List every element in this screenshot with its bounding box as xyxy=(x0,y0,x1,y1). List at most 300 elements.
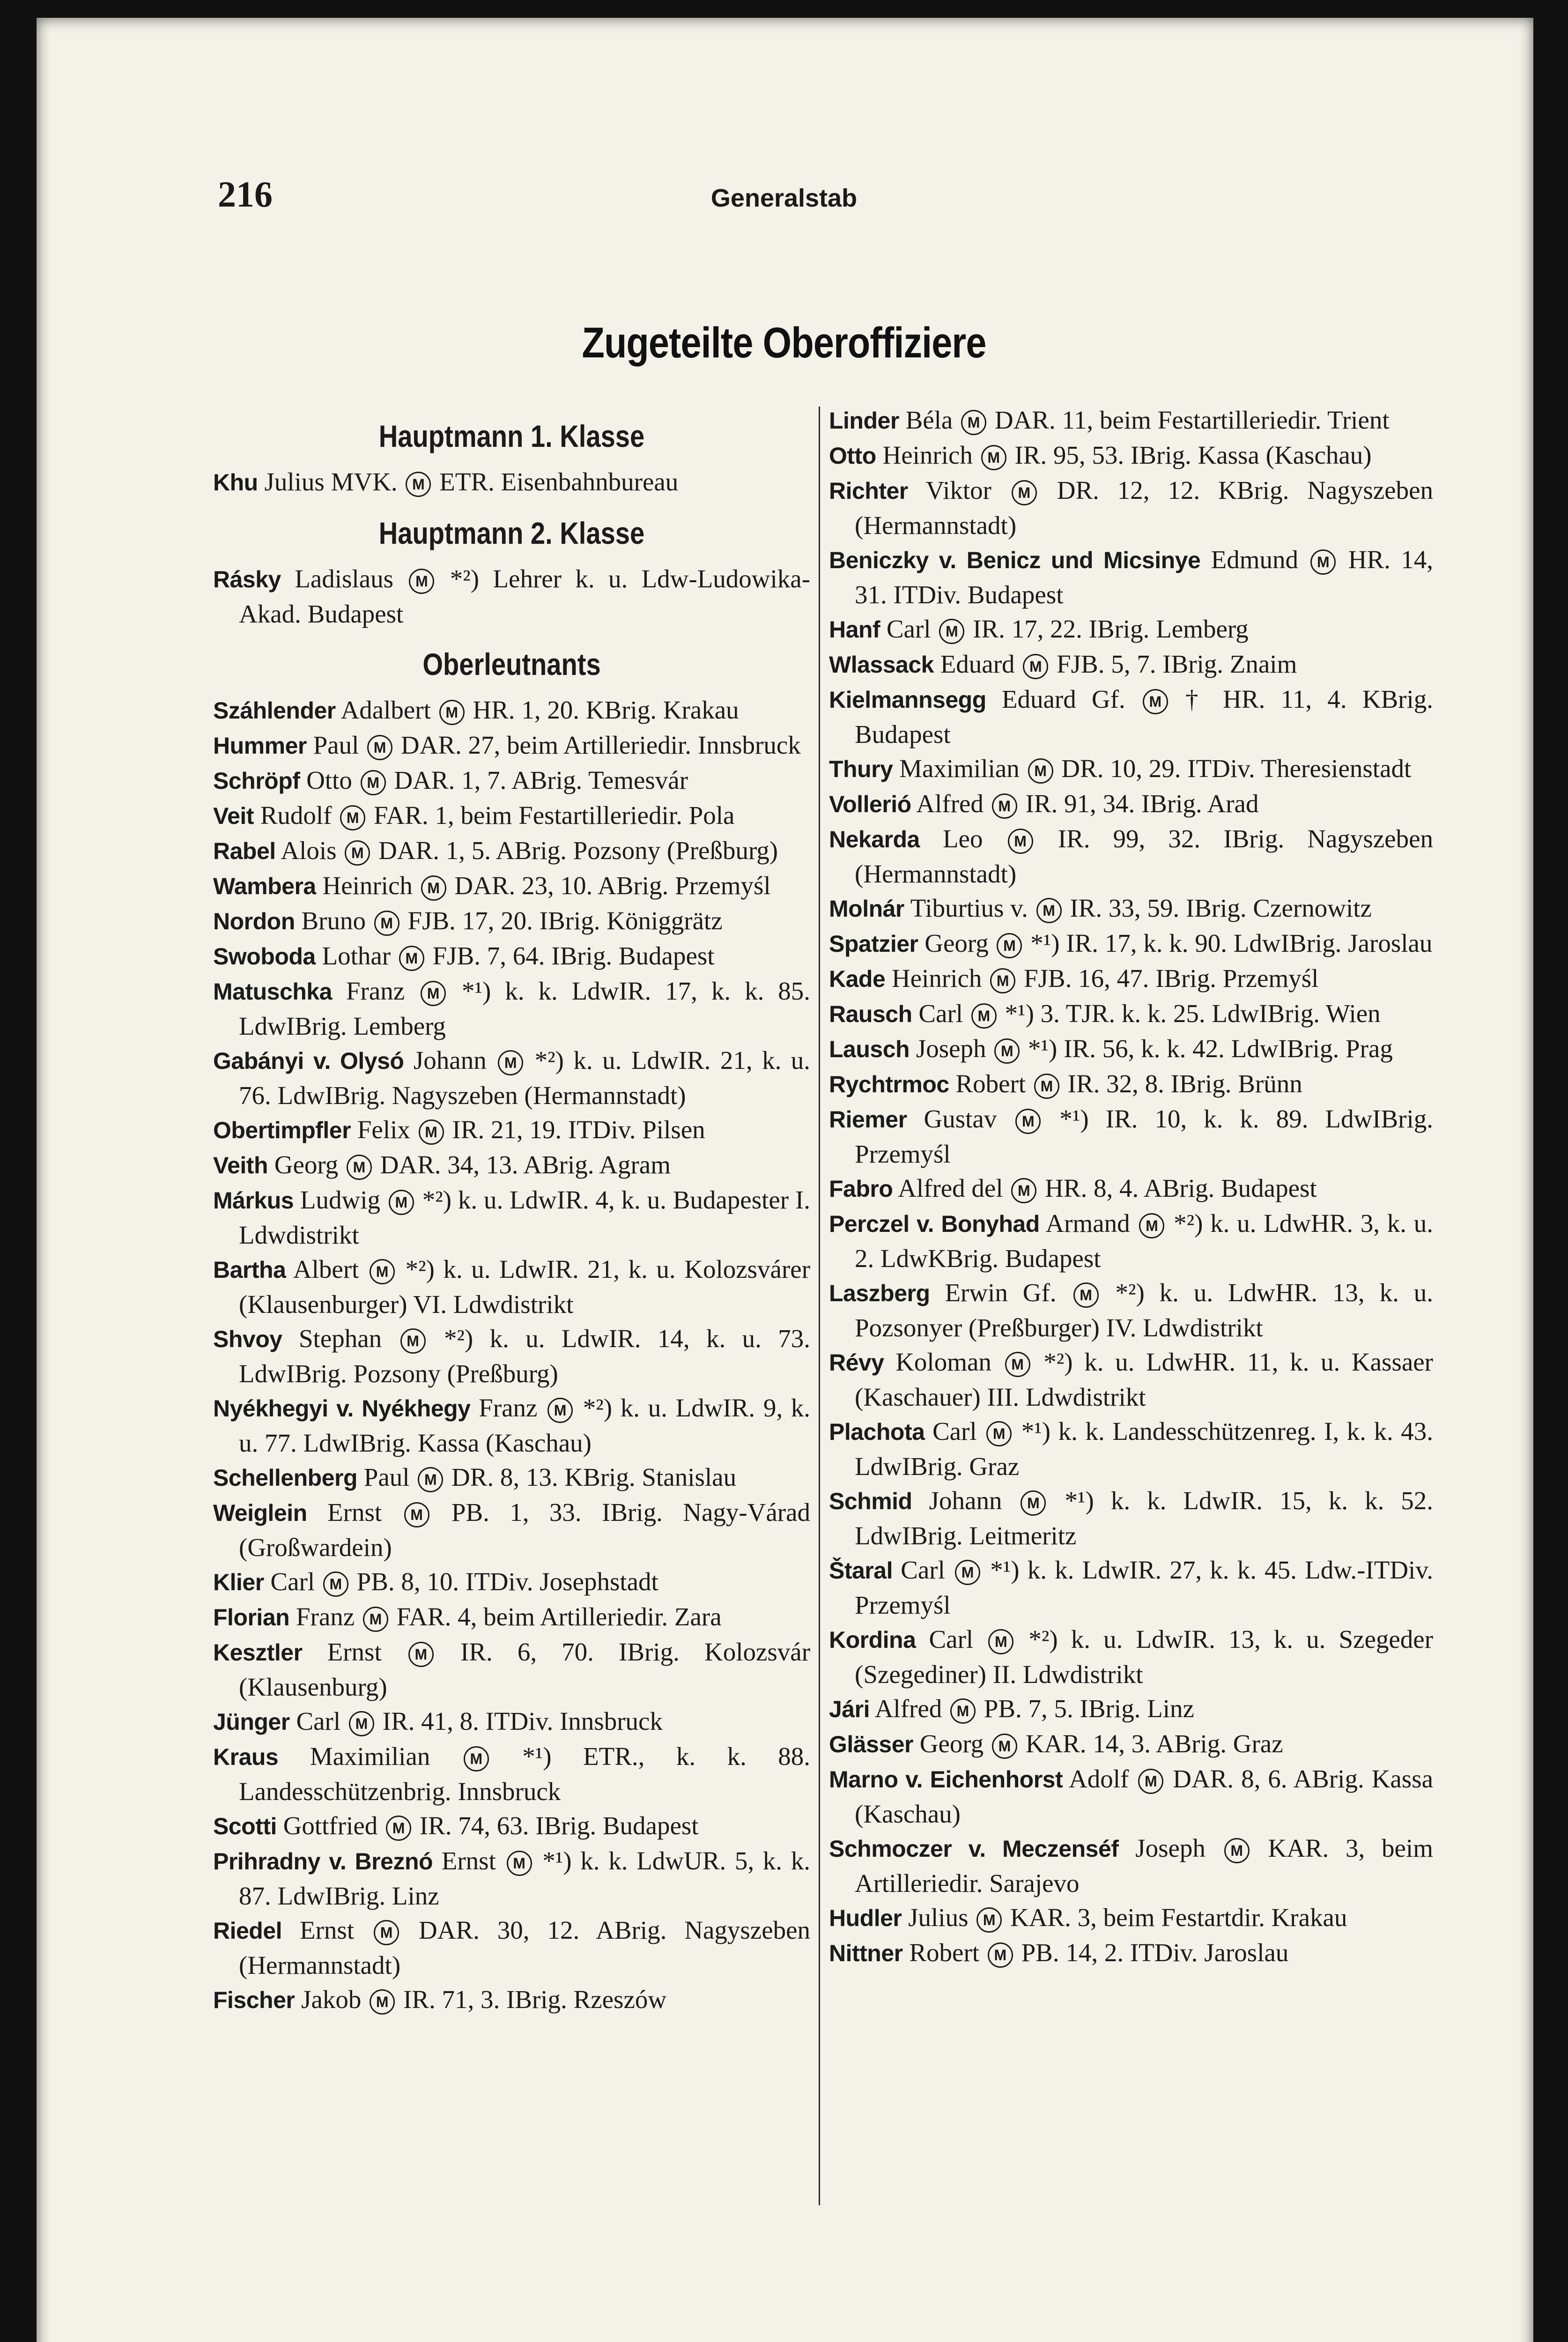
given-name: Georg xyxy=(274,1150,339,1179)
list-item xyxy=(829,1553,1433,1622)
military-merit-badge: M xyxy=(345,840,370,866)
military-merit-badge: M xyxy=(374,1920,399,1945)
assignment-text: *²) Lehrer k. u. Ldw-Ludowika-Akad. Budapest xyxy=(239,564,811,628)
right-column xyxy=(829,403,1433,1971)
assignment-text: *¹) k. k. LdwIR. 27, k. k. 45. Ldw.-ITDiv. Przemyśl xyxy=(855,1556,1433,1619)
military-merit-badge: M xyxy=(347,1155,372,1180)
list-item xyxy=(829,438,1433,473)
list-item xyxy=(213,1183,810,1252)
section-heading-hauptmann-1: Hauptmann 1. Klasse xyxy=(378,419,645,453)
assignment-text: IR. 95, 53. IBrig. Kassa (Kaschau) xyxy=(1014,441,1372,469)
list-item xyxy=(213,1704,810,1739)
military-merit-badge: M xyxy=(988,1942,1013,1968)
assignment-text: IR. 41, 8. ITDiv. Innsbruck xyxy=(382,1707,663,1735)
officer-surname: Jári xyxy=(829,1696,870,1722)
assignment-text: FJB. 16, 47. IBrig. Przemyśl xyxy=(1023,964,1319,993)
list-item xyxy=(829,473,1433,542)
given-name: Heinrich xyxy=(892,964,982,993)
given-name: Franz xyxy=(479,1393,538,1422)
assignment-text: HR. 14, 31. ITDiv. Budapest xyxy=(855,545,1433,609)
given-name: Franz xyxy=(296,1602,355,1631)
military-merit-badge: M xyxy=(1005,1352,1030,1377)
assignment-text: *²) k. u. LdwIR. 9, k. u. 77. LdwIBrig. Kassa (Kaschau) xyxy=(239,1393,811,1457)
assignment-text: FJB. 7, 64. IBrig. Budapest xyxy=(432,941,715,970)
list-item xyxy=(213,1739,810,1808)
assignment-text: IR. 32, 8. IBrig. Brünn xyxy=(1067,1069,1302,1098)
assignment-text: PB. 8, 10. ITDiv. Josephstadt xyxy=(356,1567,658,1596)
military-merit-badge: M xyxy=(950,1698,976,1724)
assignment-text: DAR. 1, 5. ABrig. Pozsony (Preßburg) xyxy=(378,836,778,865)
officer-surname: Khu xyxy=(213,469,258,496)
list-item xyxy=(829,1206,1433,1275)
military-merit-badge: M xyxy=(955,1560,980,1585)
officer-surname: Wambera xyxy=(213,873,316,899)
military-merit-badge: M xyxy=(363,1607,388,1632)
military-merit-badge: M xyxy=(1139,1213,1164,1238)
list-item xyxy=(829,1935,1433,1971)
list-item xyxy=(213,1600,810,1635)
military-merit-badge: M xyxy=(419,1119,444,1145)
officer-surname: Thury xyxy=(829,756,893,782)
officer-surname: Glässer xyxy=(829,1731,913,1757)
column-divider xyxy=(819,407,820,2205)
military-merit-badge: M xyxy=(464,1746,489,1771)
military-merit-badge: M xyxy=(386,1816,411,1841)
page-number: 216 xyxy=(218,174,273,215)
given-name: Edmund xyxy=(1211,545,1299,574)
military-merit-badge: M xyxy=(370,1259,395,1284)
given-name: Tiburtius v. xyxy=(910,894,1028,922)
officer-surname: Klier xyxy=(213,1569,264,1595)
assignment-text: *¹) IR. 17, k. k. 90. LdwIBrig. Jaroslau xyxy=(1030,929,1433,957)
given-name: Rudolf xyxy=(260,801,332,830)
officer-surname: Veith xyxy=(213,1152,268,1178)
military-merit-badge: M xyxy=(1138,1769,1163,1794)
military-merit-badge: M xyxy=(1028,758,1053,784)
officer-surname: Weiglein xyxy=(213,1500,307,1526)
list-item xyxy=(829,1691,1433,1727)
given-name: Albert xyxy=(293,1255,359,1283)
assignment-text: FAR. 4, beim Artilleriedir. Zara xyxy=(396,1602,722,1631)
assignment-text: *¹) ETR., k. k. 88. Landesschützenbrig. Innsbruck xyxy=(239,1742,811,1806)
officer-surname: Linder xyxy=(829,408,899,434)
given-name: Ernst xyxy=(327,1498,382,1527)
given-name: Ludwig xyxy=(300,1186,381,1214)
assignment-text: HR. 1, 20. KBrig. Krakau xyxy=(473,696,739,724)
officer-surname: Hudler xyxy=(829,1905,902,1931)
assignment-text: DAR. 1, 7. ABrig. Temesvár xyxy=(394,766,688,794)
assignment-text: *²) k. u. LdwIR. 21, k. u. Kolozsvárer (Klausenburger) VI. Ldwdistrikt xyxy=(239,1255,811,1319)
list-item xyxy=(213,693,810,728)
given-name: Felix xyxy=(357,1115,410,1144)
military-merit-badge: M xyxy=(389,1190,414,1215)
assignment-text: IR. 33, 59. IBrig. Czernowitz xyxy=(1070,894,1372,922)
officer-surname: Révy xyxy=(829,1349,884,1376)
assignment-text: PB. 14, 2. ITDiv. Jaroslau xyxy=(1021,1938,1289,1967)
military-merit-badge: M xyxy=(323,1571,348,1597)
military-merit-badge: M xyxy=(976,1907,1002,1933)
list-item xyxy=(829,1727,1433,1762)
military-merit-badge: M xyxy=(498,1050,523,1075)
military-merit-badge: M xyxy=(361,770,386,795)
given-name: Bruno xyxy=(301,906,366,935)
list-item xyxy=(213,1808,810,1844)
officer-surname: Fischer xyxy=(213,1987,295,2013)
given-name: Armand xyxy=(1045,1209,1130,1238)
given-name: Gottfried xyxy=(283,1811,378,1840)
officer-surname: Obertimpfler xyxy=(213,1117,351,1143)
assignment-text: *¹) k. k. LdwUR. 5, k. k. 87. LdwIBrig. Linz xyxy=(239,1846,810,1910)
given-name: Carl xyxy=(932,1417,977,1445)
military-merit-badge: M xyxy=(981,445,1006,470)
given-name: Jakob xyxy=(301,1985,362,2014)
list-item xyxy=(213,1844,810,1913)
given-name: Gustav xyxy=(924,1104,997,1133)
given-name: Béla xyxy=(905,406,953,434)
officer-surname: Lausch xyxy=(829,1036,910,1062)
assignment-text: FJB. 5, 7. IBrig. Znaim xyxy=(1057,650,1297,678)
military-merit-badge: M xyxy=(1224,1838,1250,1863)
assignment-text: PB. 7, 5. IBrig. Linz xyxy=(984,1694,1194,1723)
military-merit-badge: M xyxy=(1012,480,1037,505)
list-item xyxy=(213,763,810,798)
assignment-text: *²) k. u. LdwHR. 11, k. u. Kassaer (Kaschauer) III. Ldwdistrikt xyxy=(855,1348,1434,1411)
assignment-text: DAR. 27, beim Artilleriedir. Innsbruck xyxy=(400,731,801,759)
officer-surname: Kielmannsegg xyxy=(829,687,986,713)
given-name: Carl xyxy=(918,999,963,1028)
military-merit-badge: M xyxy=(439,700,465,725)
given-name: Robert xyxy=(955,1069,1026,1098)
given-name: Ladislaus xyxy=(295,564,394,593)
military-merit-badge: M xyxy=(1021,1490,1046,1516)
officer-surname: Laszberg xyxy=(829,1280,930,1306)
officer-surname: Štaral xyxy=(829,1557,893,1584)
given-name: Ernst xyxy=(441,1846,496,1875)
given-name: Ernst xyxy=(300,1916,355,1944)
list-item xyxy=(213,798,810,833)
officer-surname: Hanf xyxy=(829,616,880,643)
given-name: Johann xyxy=(929,1486,1002,1515)
assignment-text: IR. 21, 19. ITDiv. Pilsen xyxy=(452,1115,705,1144)
military-merit-badge: M xyxy=(1034,1074,1059,1099)
assignment-text: † HR. 11, 4. KBrig. Budapest xyxy=(855,685,1434,749)
assignment-text: IR. 6, 70. IBrig. Kolozsvár (Klausenburg) xyxy=(239,1638,811,1701)
assignment-text: DAR. 23, 10. ABrig. Przemyśl xyxy=(454,871,771,900)
list-item xyxy=(829,647,1433,682)
officer-surname: Florian xyxy=(213,1604,290,1631)
military-merit-badge: M xyxy=(1073,1282,1099,1308)
officer-surname: Nordon xyxy=(213,908,295,934)
assignment-text: *¹) k. k. Landesschützenreg. I, k. k. 43. LdwIBrig. Graz xyxy=(855,1417,1434,1481)
given-name: Erwin Gf. xyxy=(945,1278,1057,1307)
officer-surname: Riemer xyxy=(829,1106,907,1133)
officer-surname: Hummer xyxy=(213,733,307,759)
assignment-text: FAR. 1, beim Festartilleriedir. Pola xyxy=(373,801,735,830)
assignment-text: DAR. 30, 12. ABrig. Nagyszeben (Hermannstadt) xyxy=(239,1916,811,1979)
officer-surname: Shvoy xyxy=(213,1326,282,1352)
military-merit-badge: M xyxy=(1011,1178,1036,1203)
officer-surname: Schellenberg xyxy=(213,1465,357,1491)
military-merit-badge: M xyxy=(997,933,1022,958)
given-name: Julius MVK. xyxy=(264,467,398,496)
list-item xyxy=(829,891,1433,926)
officer-surname: Perczel v. Bonyhad xyxy=(829,1211,1040,1237)
assignment-text: DAR. 34, 13. ABrig. Agram xyxy=(380,1150,671,1179)
assignment-text: PB. 1, 33. IBrig. Nagy-Várad (Großwardein) xyxy=(239,1498,811,1562)
officer-surname: Kordina xyxy=(829,1627,916,1653)
section-heading-oberleutnants: Oberleutnants xyxy=(422,647,601,682)
military-merit-badge: M xyxy=(418,1467,443,1492)
assignment-text: *²) k. u. LdwHR. 3, k. u. 2. LdwKBrig. Budapest xyxy=(855,1209,1434,1273)
officer-surname: Rychtrmoc xyxy=(829,1071,949,1097)
assignment-text: *²) k. u. LdwHR. 13, k. u. Pozsonyer (Preßburger) IV. Ldwdistrikt xyxy=(855,1278,1434,1342)
list-item xyxy=(829,403,1433,438)
military-merit-badge: M xyxy=(1036,898,1062,923)
list-item xyxy=(829,1831,1433,1900)
assignment-text: *²) k. u. LdwIR. 13, k. u. Szegeder (Szegediner) II. Ldwdistrikt xyxy=(855,1625,1434,1689)
officer-surname: Fabro xyxy=(829,1176,893,1202)
military-merit-badge: M xyxy=(340,805,365,830)
officer-surname: Matuschka xyxy=(213,978,332,1005)
officer-surname: Schröpf xyxy=(213,768,300,794)
left-column xyxy=(213,403,810,2017)
officer-surname: Kesztler xyxy=(213,1639,303,1666)
military-merit-badge: M xyxy=(994,1038,1020,1064)
officer-surname: Spatzier xyxy=(829,931,918,957)
list-item xyxy=(829,822,1433,891)
officer-surname: Nekarda xyxy=(829,826,920,852)
given-name: Carl xyxy=(296,1707,341,1735)
list-item xyxy=(213,868,810,904)
list-item xyxy=(829,682,1433,751)
list-item xyxy=(213,1635,810,1704)
list-item xyxy=(213,1043,810,1112)
military-merit-badge: M xyxy=(990,968,1015,993)
list-item xyxy=(213,728,810,763)
military-merit-badge: M xyxy=(1008,829,1033,854)
military-merit-badge: M xyxy=(986,1421,1012,1446)
military-merit-badge: M xyxy=(507,1851,532,1876)
given-name: Georg xyxy=(919,1729,984,1758)
given-name: Paul xyxy=(363,1463,410,1491)
oberleutnants-right-list xyxy=(829,403,1433,1971)
officer-surname: Plachota xyxy=(829,1419,925,1445)
military-merit-badge: M xyxy=(992,793,1017,819)
officer-surname: Gabányi v. Olysó xyxy=(213,1048,404,1074)
officer-surname: Marno v. Eichenhorst xyxy=(829,1766,1063,1793)
officer-surname: Prihradny v. Breznó xyxy=(213,1848,433,1875)
military-merit-badge: M xyxy=(1023,654,1048,679)
given-name: Stephan xyxy=(298,1324,382,1353)
military-merit-badge: M xyxy=(370,1989,395,2015)
list-item xyxy=(829,786,1433,822)
given-name: Maximilian xyxy=(310,1742,430,1771)
assignment-text: *¹) k. k. LdwIR. 15, k. k. 52. LdwIBrig. Leitmeritz xyxy=(855,1486,1434,1550)
list-item xyxy=(829,1067,1433,1102)
list-item xyxy=(829,1762,1433,1831)
page-title: Zugeteilte Oberoffiziere xyxy=(582,319,986,367)
military-merit-badge: M xyxy=(367,735,392,760)
officer-surname: Richter xyxy=(829,478,908,504)
assignment-text: DAR. 8, 6. ABrig. Kassa (Kaschau) xyxy=(855,1764,1433,1828)
military-merit-badge: M xyxy=(408,1642,434,1667)
officer-surname: Otto xyxy=(829,443,876,469)
assignment-text: KAR. 3, beim Festartdir. Krakau xyxy=(1010,1903,1347,1932)
officer-surname: Nittner xyxy=(829,1940,903,1966)
given-name: Adalbert xyxy=(340,696,431,724)
assignment-text: DR. 10, 29. ITDiv. Theresienstadt xyxy=(1061,754,1412,783)
given-name: Carl xyxy=(929,1625,974,1653)
officer-surname: Rausch xyxy=(829,1001,912,1027)
list-item xyxy=(829,1031,1433,1067)
list-item xyxy=(829,1275,1433,1345)
military-merit-badge: M xyxy=(1143,689,1168,714)
military-merit-badge: M xyxy=(1015,1109,1041,1134)
officer-surname: Kade xyxy=(829,966,886,992)
assignment-text: IR. 71, 3. IBrig. Rzeszów xyxy=(403,1985,667,2014)
given-name: Leo xyxy=(942,824,983,853)
list-item xyxy=(829,612,1433,647)
running-title: Generalstab xyxy=(710,184,858,212)
given-name: Heinrich xyxy=(322,871,413,900)
given-name: Alfred xyxy=(916,789,984,818)
given-name: Heinrich xyxy=(882,441,973,469)
officer-surname: Beniczky v. Benicz und Micsinye xyxy=(829,547,1201,573)
military-merit-badge: M xyxy=(971,1003,997,1029)
assignment-text: DAR. 11, beim Festartilleriedir. Trient xyxy=(994,406,1390,434)
assignment-text: *¹) k. k. LdwIR. 17, k. k. 85. LdwIBrig. Lemberg xyxy=(239,977,811,1040)
list-item xyxy=(213,904,810,939)
hauptmann-1-list xyxy=(213,465,810,500)
list-item xyxy=(213,1321,810,1391)
officer-surname: Scotti xyxy=(213,1813,277,1839)
military-merit-badge: M xyxy=(1310,549,1336,575)
list-item xyxy=(829,1414,1433,1483)
given-name: Koloman xyxy=(895,1348,991,1376)
military-merit-badge: M xyxy=(961,410,986,435)
officer-surname: Schmid xyxy=(829,1488,912,1514)
given-name: Joseph xyxy=(916,1034,986,1063)
military-merit-badge: M xyxy=(374,911,399,936)
given-name: Georg xyxy=(925,929,989,957)
list-item xyxy=(213,1913,810,1982)
list-item xyxy=(213,1391,810,1460)
list-item xyxy=(829,996,1433,1031)
given-name: Lothar xyxy=(322,941,391,970)
assignment-text: HR. 8, 4. ABrig. Budapest xyxy=(1045,1174,1317,1202)
list-item xyxy=(213,562,810,631)
given-name: Eduard Gf. xyxy=(1001,685,1125,713)
officer-surname: Veit xyxy=(213,803,254,829)
list-item xyxy=(213,974,810,1043)
officer-surname: Wlassack xyxy=(829,652,934,678)
officer-surname: Száhlender xyxy=(213,697,336,724)
given-name: Julius xyxy=(908,1903,969,1932)
given-name: Alfred xyxy=(874,1694,942,1723)
officer-surname: Jünger xyxy=(213,1709,290,1735)
assignment-text: *²) k. u. LdwIR. 21, k. u. 76. LdwIBrig. Nagyszeben (Hermannstadt) xyxy=(239,1046,811,1110)
assignment-text: FJB. 17, 20. IBrig. Königgrätz xyxy=(407,906,723,935)
officer-surname: Kraus xyxy=(213,1744,279,1770)
assignment-text: IR. 17, 22. IBrig. Lemberg xyxy=(973,615,1249,643)
assignment-text: KAR. 14, 3. ABrig. Graz xyxy=(1025,1729,1283,1758)
list-item xyxy=(213,1148,810,1183)
given-name: Alfred del xyxy=(898,1174,1003,1202)
officer-surname: Rabel xyxy=(213,838,276,864)
military-merit-badge: M xyxy=(421,875,446,901)
given-name: Paul xyxy=(313,731,359,759)
list-item xyxy=(829,961,1433,996)
list-item xyxy=(213,833,810,868)
military-merit-badge: M xyxy=(406,472,431,497)
officer-surname: Rásky xyxy=(213,566,281,593)
list-item xyxy=(213,1982,810,2017)
military-merit-badge: M xyxy=(349,1711,374,1736)
military-merit-badge: M xyxy=(988,1629,1013,1654)
assignment-text: DR. 12, 12. KBrig. Nagyszeben (Hermannstadt) xyxy=(855,476,1433,540)
given-name: Viktor xyxy=(925,476,991,504)
military-merit-badge: M xyxy=(399,946,424,971)
section-heading-hauptmann-2: Hauptmann 2. Klasse xyxy=(378,516,645,550)
assignment-text: ETR. Eisenbahnbureau xyxy=(439,467,679,496)
list-item xyxy=(829,926,1433,961)
assignment-text: IR. 74, 63. IBrig. Budapest xyxy=(419,1811,699,1840)
military-merit-badge: M xyxy=(992,1734,1017,1759)
list-item xyxy=(829,751,1433,786)
assignment-text: *²) k. u. LdwIR. 14, k. u. 73. LdwIBrig. Pozsony (Preßburg) xyxy=(239,1324,811,1388)
given-name: Carl xyxy=(886,615,931,643)
list-item xyxy=(213,1495,810,1564)
officer-surname: Márkus xyxy=(213,1187,294,1214)
list-item xyxy=(213,939,810,974)
list-item xyxy=(213,465,810,500)
officer-surname: Nyékhegyi v. Nyékhegy xyxy=(213,1395,471,1422)
list-item xyxy=(829,1171,1433,1206)
assignment-text: *²) k. u. LdwIR. 4, k. u. Budapester I. Ldwdistrikt xyxy=(239,1186,811,1249)
assignment-text: IR. 99, 32. IBrig. Nagyszeben (Hermannstadt) xyxy=(855,824,1433,888)
assignment-text: IR. 91, 34. IBrig. Arad xyxy=(1025,789,1259,818)
given-name: Adolf xyxy=(1069,1764,1129,1793)
assignment-text: *¹) IR. 10, k. k. 89. LdwIBrig. Przemyśl xyxy=(855,1104,1434,1168)
list-item xyxy=(829,1483,1433,1553)
list-item xyxy=(829,1102,1433,1171)
hauptmann-2-list xyxy=(213,562,810,631)
oberleutnants-left-list xyxy=(213,693,810,2017)
given-name: Maximilian xyxy=(899,754,1020,783)
given-name: Joseph xyxy=(1135,1834,1206,1862)
list-item xyxy=(213,1564,810,1600)
officer-surname: Riedel xyxy=(213,1918,282,1944)
officer-surname: Vollerió xyxy=(829,791,911,817)
given-name: Johann xyxy=(413,1046,487,1075)
assignment-text: KAR. 3, beim Artilleriedir. Sarajevo xyxy=(855,1834,1433,1897)
officer-surname: Swoboda xyxy=(213,943,316,970)
officer-surname: Molnár xyxy=(829,896,904,922)
military-merit-badge: M xyxy=(409,569,434,594)
list-item xyxy=(213,1252,810,1321)
list-item xyxy=(829,1622,1433,1691)
list-item xyxy=(213,1112,810,1148)
officer-surname: Bartha xyxy=(213,1257,286,1283)
military-merit-badge: M xyxy=(400,1328,426,1354)
military-merit-badge: M xyxy=(421,981,446,1006)
list-item xyxy=(829,542,1433,612)
officer-surname: Schmoczer v. Meczenséf xyxy=(829,1836,1119,1862)
given-name: Otto xyxy=(306,766,352,794)
list-item xyxy=(829,1900,1433,1935)
given-name: Franz xyxy=(346,977,405,1005)
list-item xyxy=(213,1460,810,1495)
